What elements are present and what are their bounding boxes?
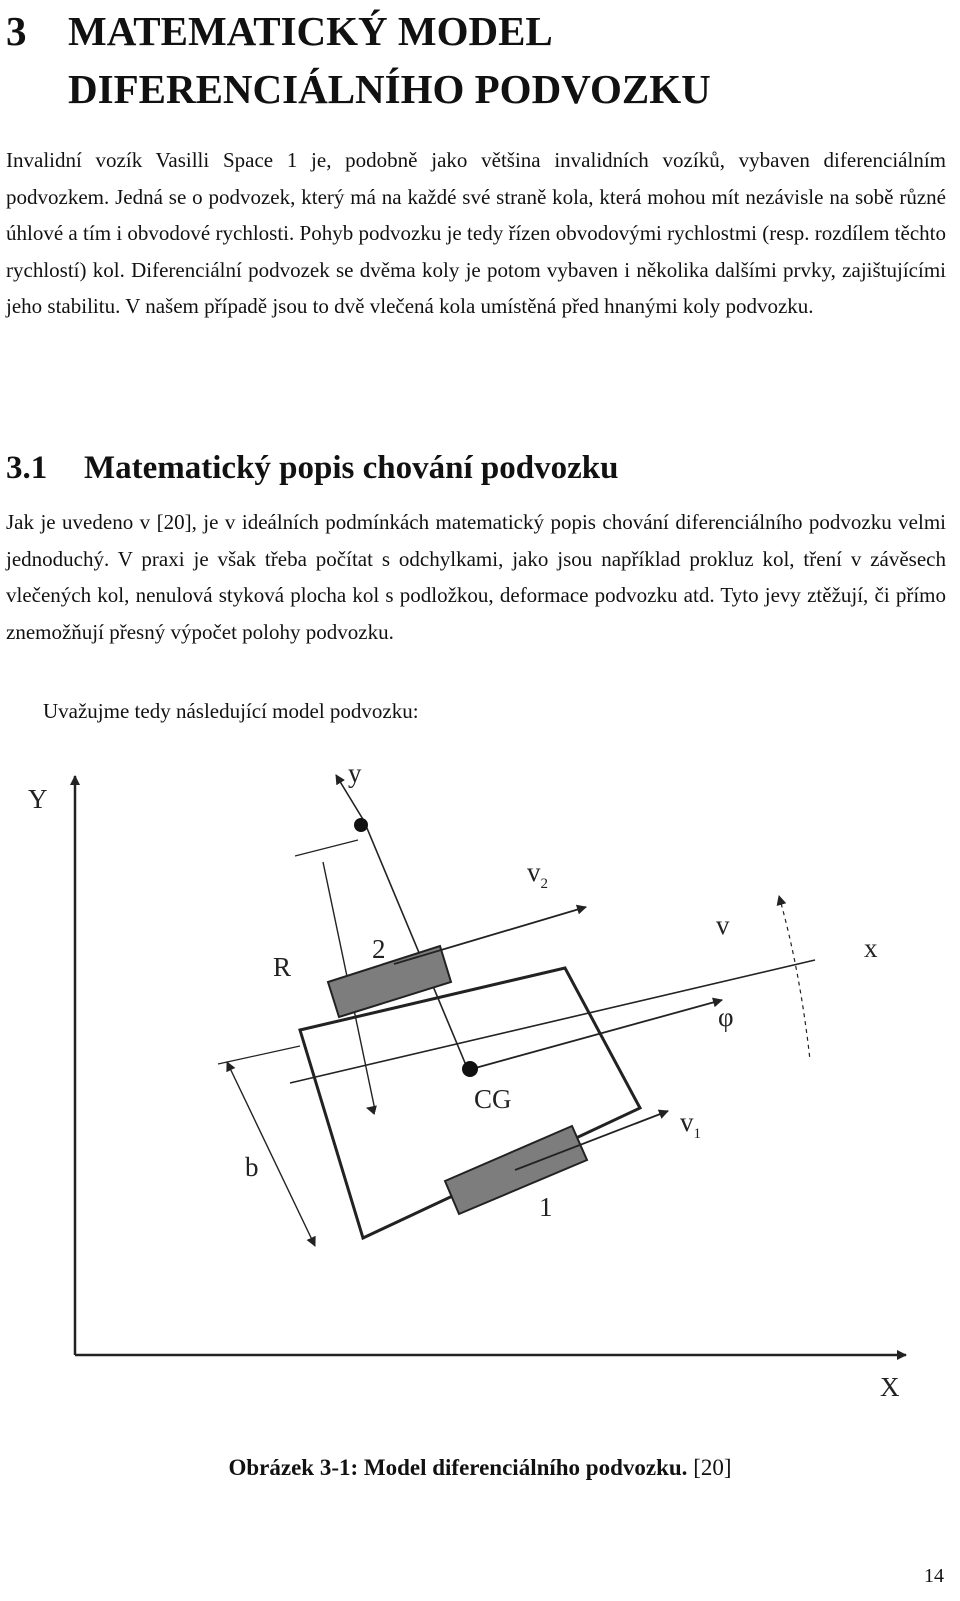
label-v1: $v_1$ [680,1107,701,1142]
label-v: v [716,910,730,940]
label-x: x [864,933,878,963]
model-intro-paragraph: Uvažujme tedy následující model podvozku: [43,699,419,723]
chapter-title: MATEMATICKÝ MODEL DIFERENCIÁLNÍHO PODVOZKU [68,8,711,112]
figure-caption [0,1455,960,1481]
label-Y: Y [28,784,48,814]
label-wheel-2: 2 [372,934,386,964]
label-CG: CG [474,1084,512,1114]
intro-paragraph: Invalidní vozík Vasilli Space 1 je, podobně jako většina invalidních vozíků, vybaven diferenciálním podvozkem. Jedná se o podvozek, který má na každé své straně kola, která mohou mít nezávisle na sobě různé úhlové a tím i obvodové rychlosti. Pohyb podvozku je tedy řízen obvodovými rychlostmi (resp. rozdílem těchto rychlostí) kol. Diferenciální podvozek se dvěma koly je potom vybaven i několika dalšími prvky, zajištujícími jeho stabilitu. V našem případě jsou to dvě vlečená kola umístěná před hnanými koly podvozku. [6,148,946,319]
caption-reference: [20] [693,1455,732,1480]
wheel-2 [328,946,451,1017]
page-number: 14 [924,1565,944,1587]
b-dimension [227,1062,315,1246]
caption-title: Obrázek 3-1: Model diferenciálního podvozku. [228,1455,688,1480]
phi-arc [779,896,810,1060]
section-number: 3.1 [6,450,48,486]
label-R: R [273,952,292,982]
cg-point [462,1061,478,1077]
v2-vector [394,907,586,964]
label-X: X [880,1372,900,1402]
v-vector [468,1000,722,1070]
label-wheel-1: 1 [539,1192,553,1222]
chapter-number: 3 [6,8,27,54]
section-title: Matematický popis chování podvozku [84,450,619,486]
chassis-model-diagram [0,740,960,1420]
y-axis-point [354,818,368,832]
body-paragraph: Jak je uvedeno v [20], je v ideálních podmínkách matematický popis chování diferenciálního podvozku velmi jednoduchý. V praxi je však třeba počítat s odchylkami, jako jsou například prokluz kol, tření v závěsech vlečených kol, nenulová styková plocha kol s podložkou, deformace podvozku atd. Tyto jevy ztěžují, či přímo znemožňují přesný výpočet polohy podvozku. [6,510,946,644]
label-v2: $v_2$ [527,857,548,892]
label-b: b [245,1152,259,1182]
label-phi: φ [718,1002,734,1032]
label-y: y [348,758,362,788]
